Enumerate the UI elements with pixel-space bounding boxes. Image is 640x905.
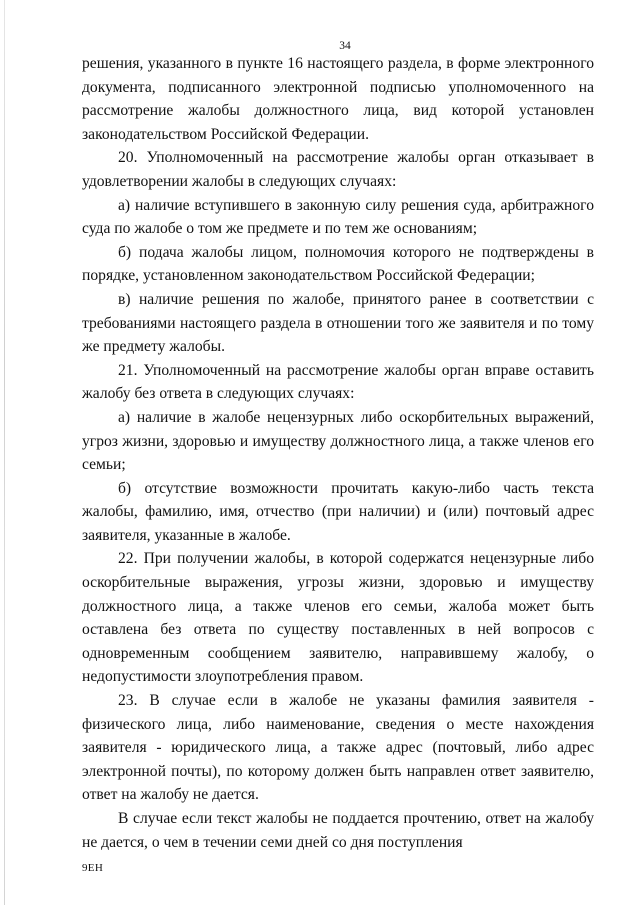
footer-mark: 9EH [82, 862, 104, 874]
paragraph-item-20-b: б) подача жалобы лицом, полномочия которого не подтверждены в порядке, установленном законодательством Российской Федерации; [82, 243, 594, 285]
paragraph-item-21: 21. Уполномоченный на рассмотрение жалобы орган вправе оставить жалобу без ответа в следующих случаях: [82, 361, 594, 403]
paragraph-item-20: 20. Уполномоченный на рассмотрение жалобы орган отказывает в удовлетворении жалобы в следующих случаях: [82, 149, 594, 190]
paragraph-item-23-continued: В случае если текст жалобы не поддается прочтению, ответ на жалобу не дается, о чем в течении семи дней со дня поступления [82, 810, 594, 851]
paragraph-item-20-v: в) наличие решения по жалобе, принятого ранее в соответствии с требованиями настоящего раздела в отношении того же заявителя и по тому же предмету жалобы. [82, 290, 594, 356]
page-number: 34 [339, 40, 351, 52]
paragraph-item-21-a: а) наличие в жалобе нецензурных либо оскорбительных выражений, угроз жизни, здоровью и имуществу должностного лица, а также членов его семьи; [82, 408, 594, 474]
scan-edge-line [4, 0, 5, 905]
paragraph-item-22: 22. При получении жалобы, в которой содержатся нецензурные либо оскорбительные выражения, угрозы жизни, здоровью и имуществу должностного лица, а также членов его семьи, жалоба может быть оставлена без ответа по существу поставленных в ней вопросов с одновременным сообщением заявителю, направившему жалобу, о недопустимости злоупотребления правом. [82, 550, 594, 686]
paragraph-item-23: 23. В случае если в жалобе не указаны фамилия заявителя - физического лица, либо наименование, сведения о месте нахождения заявителя - юридического лица, а также адрес (почтовый, либо адрес электронной почты), по которому должен быть направлен ответ заявителю, ответ на жалобу не дается. [82, 692, 594, 804]
document-body [82, 52, 594, 854]
paragraph-item-20-a: а) наличие вступившего в законную силу решения суда, арбитражного суда по жалобе о том же предмете и по тем же основаниям; [82, 196, 594, 238]
paragraph-item-21-b: б) отсутствие возможности прочитать какую-либо часть текста жалобы, фамилию, имя, отчество (при наличии) и (или) почтовый адрес заявителя, указанные в жалобе. [82, 479, 594, 544]
paragraph-continuation: решения, указанного в пункте 16 настоящего раздела, в форме электронного документа, подписанного электронной подписью уполномоченного на рассмотрение жалобы должностного лица, вид которой установлен законодательством Российской Федерации. [82, 55, 594, 143]
